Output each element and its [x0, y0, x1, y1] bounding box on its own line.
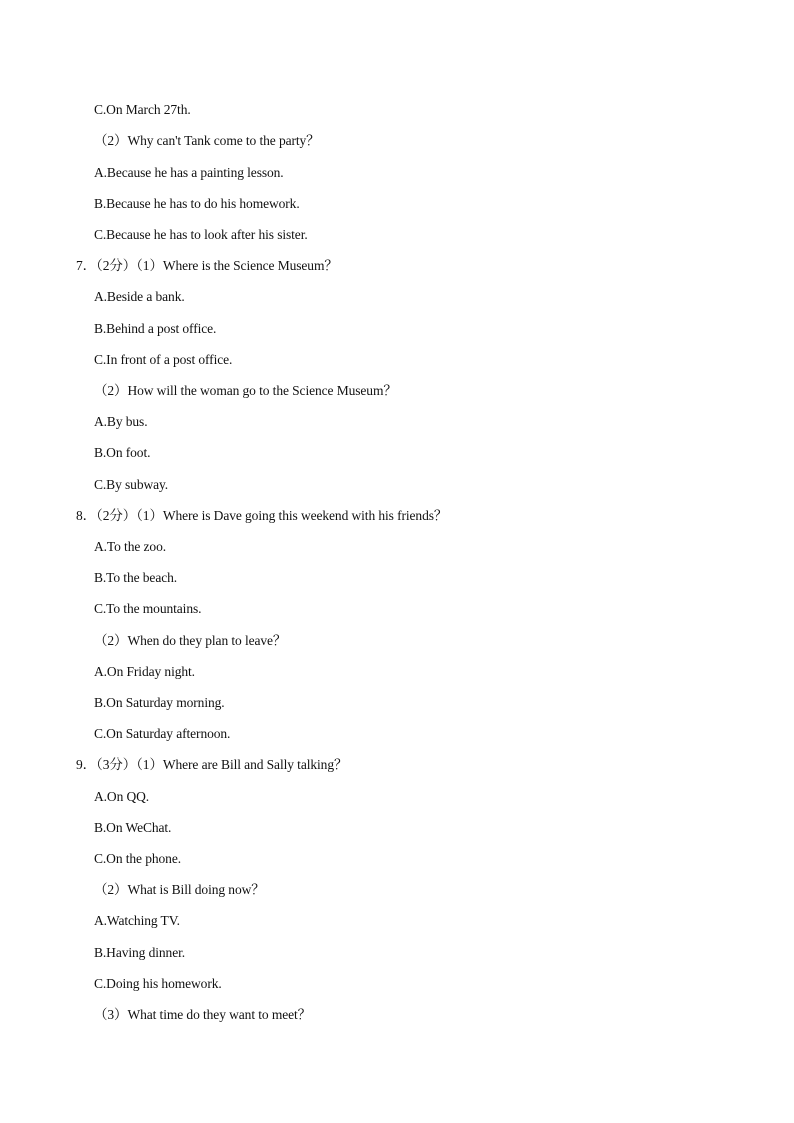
q9-1-question: 9．（3分）（1）Where are Bill and Sally talking？ — [76, 757, 348, 772]
q6-2-question: （2）Why can't Tank come to the party？ — [94, 133, 320, 148]
q6-1-option-c: C.On March 27th. — [94, 102, 191, 117]
q9-2-option-b: B.Having dinner. — [94, 945, 186, 960]
q8-1-option-c: C.To the mountains. — [94, 601, 202, 616]
q8-1-option-a: A.To the zoo. — [94, 539, 166, 554]
q9-1-option-b: B.On WeChat. — [94, 820, 172, 835]
q7-2-option-c: C.By subway. — [94, 477, 169, 492]
q9-3-question: （3）What time do they want to meet？ — [94, 1007, 312, 1022]
q7-1-question: 7．（2分）（1）Where is the Science Museum？ — [76, 258, 338, 273]
q9-2-option-c: C.Doing his homework. — [94, 976, 222, 991]
q8-2-option-a: A.On Friday night. — [94, 664, 195, 679]
q6-2-option-a: A.Because he has a painting lesson. — [94, 165, 284, 180]
q9-1-option-c: C.On the phone. — [94, 851, 181, 866]
q9-2-option-a: A.Watching TV. — [94, 913, 180, 928]
q8-1-question: 8．（2分）（1）Where is Dave going this weekend with his friends？ — [76, 508, 448, 523]
q7-1-option-b: B.Behind a post office. — [94, 321, 217, 336]
q9-2-question: （2）What is Bill doing now？ — [94, 882, 265, 897]
q7-2-option-b: B.On foot. — [94, 445, 151, 460]
q9-1-option-a: A.On QQ. — [94, 789, 150, 804]
q8-2-option-b: B.On Saturday morning. — [94, 695, 225, 710]
q7-2-option-a: A.By bus. — [94, 414, 148, 429]
q7-1-option-c: C.In front of a post office. — [94, 352, 233, 367]
q7-2-question: （2）How will the woman go to the Science Museum？ — [94, 383, 397, 398]
q8-2-option-c: C.On Saturday afternoon. — [94, 726, 231, 741]
q8-1-option-b: B.To the beach. — [94, 570, 178, 585]
q6-2-option-b: B.Because he has to do his homework. — [94, 196, 300, 211]
q7-1-option-a: A.Beside a bank. — [94, 289, 185, 304]
q8-2-question: （2）When do they plan to leave？ — [94, 633, 287, 648]
q6-2-option-c: C.Because he has to look after his sister. — [94, 227, 308, 242]
